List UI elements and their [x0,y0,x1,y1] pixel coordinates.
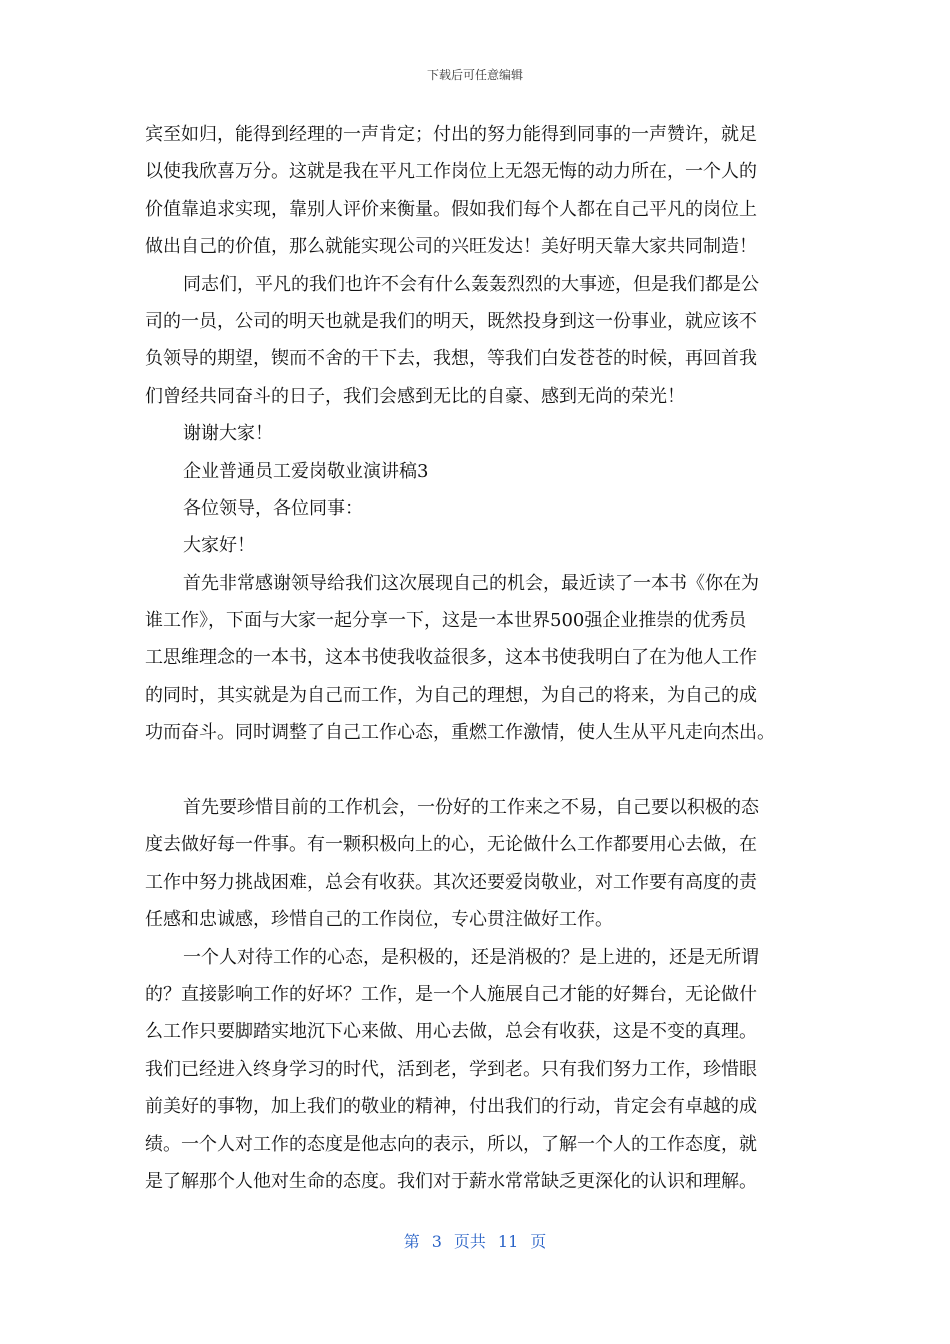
text-line: 同志们，平凡的我们也许不会有什么轰轰烈烈的大事迹，但是我们都是公 [183,273,759,295]
text-line: 谁工作》，下面与大家一起分享一下，这是一本世界500强企业推崇的优秀员 [145,610,747,632]
text-line: 前美好的事物，加上我们的敬业的精神，付出我们的行动，肯定会有卓越的成 [145,1096,757,1118]
text-line: 们曾经共同奋斗的日子，我们会感到无比的自豪、感到无尚的荣光！ [145,385,685,407]
footer-total-pages: 11 [497,1232,519,1251]
page-footer [0,1229,950,1252]
text-line: 绩。一个人对工作的态度是他志向的表示，所以，了解一个人的工作态度，就 [145,1133,757,1155]
text-line: 价值靠追求实现，靠别人评价来衡量。假如我们每个人都在自己平凡的岗位上 [145,198,757,220]
text-line: 么工作只要脚踏实地沉下心来做、用心去做，总会有收获，这是不变的真理。 [145,1021,757,1043]
text-line: 的同时，其实就是为自己而工作，为自己的理想，为自己的将来，为自己的成 [145,684,757,706]
footer-middle: 页共 [453,1232,486,1251]
section-title: 企业普通员工爱岗敬业演讲稿3 [183,460,429,482]
text-line: 宾至如归，能得到经理的一声肯定；付出的努力能得到同事的一声赞许，就足 [145,124,757,145]
document-body [145,116,835,1200]
salutation: 各位领导，各位同事： [183,497,363,519]
text-line: 负领导的期望，锲而不舍的干下去，我想，等我们白发苍苍的时候，再回首我 [145,348,757,370]
page-header: 下载后可任意编辑 [426,68,523,82]
paragraph-gap [145,752,835,789]
text-line: 一个人对待工作的心态，是积极的，还是消极的？是上进的，还是无所谓 [183,946,759,968]
text-line: 首先非常感谢领导给我们这次展现自己的机会，最近读了一本书《你在为 [183,572,759,594]
text-line: 首先要珍惜目前的工作机会，一份好的工作来之不易，自己要以积极的态 [183,797,759,819]
text-line: 谢谢大家！ [183,423,273,445]
text-line: 我们已经进入终身学习的时代，活到老，学到老。只有我们努力工作，珍惜眼 [145,1058,757,1080]
text-line: 工作中努力挑战困难，总会有收获。其次还要爱岗敬业，对工作要有高度的责 [145,871,757,893]
text-line: 工思维理念的一本书，这本书使我收益很多，这本书使我明白了在为他人工作 [145,647,757,669]
text-line: 任感和忠诚感，珍惜自己的工作岗位，专心贯注做好工作。 [145,909,613,931]
footer-suffix: 页 [530,1232,547,1251]
footer-prefix: 第 [403,1232,420,1251]
text-line: 以使我欣喜万分。这就是我在平凡工作岗位上无怨无悔的动力所在，一个人的 [145,161,757,183]
text-line: 司的一员，公司的明天也就是我们的明天，既然投身到这一份事业，就应该不 [145,310,757,332]
text-line: 的？直接影响工作的好坏？工作，是一个人施展自己才能的好舞台，无论做什 [145,983,757,1005]
footer-page-number: 3 [431,1232,442,1251]
text-line: 功而奋斗。同时调整了自己工作心态，重燃工作激情，使人生从平凡走向杰出。 [145,722,775,744]
text-line: 是了解那个人他对生命的态度。我们对于薪水常常缺乏更深化的认识和理解。 [145,1170,757,1192]
text-line: 做出自己的价值，那么就能实现公司的兴旺发达！美好明天靠大家共同制造！ [145,236,757,258]
text-line: 度去做好每一件事。有一颗积极向上的心，无论做什么工作都要用心去做，在 [145,834,757,856]
greeting: 大家好！ [183,535,255,557]
